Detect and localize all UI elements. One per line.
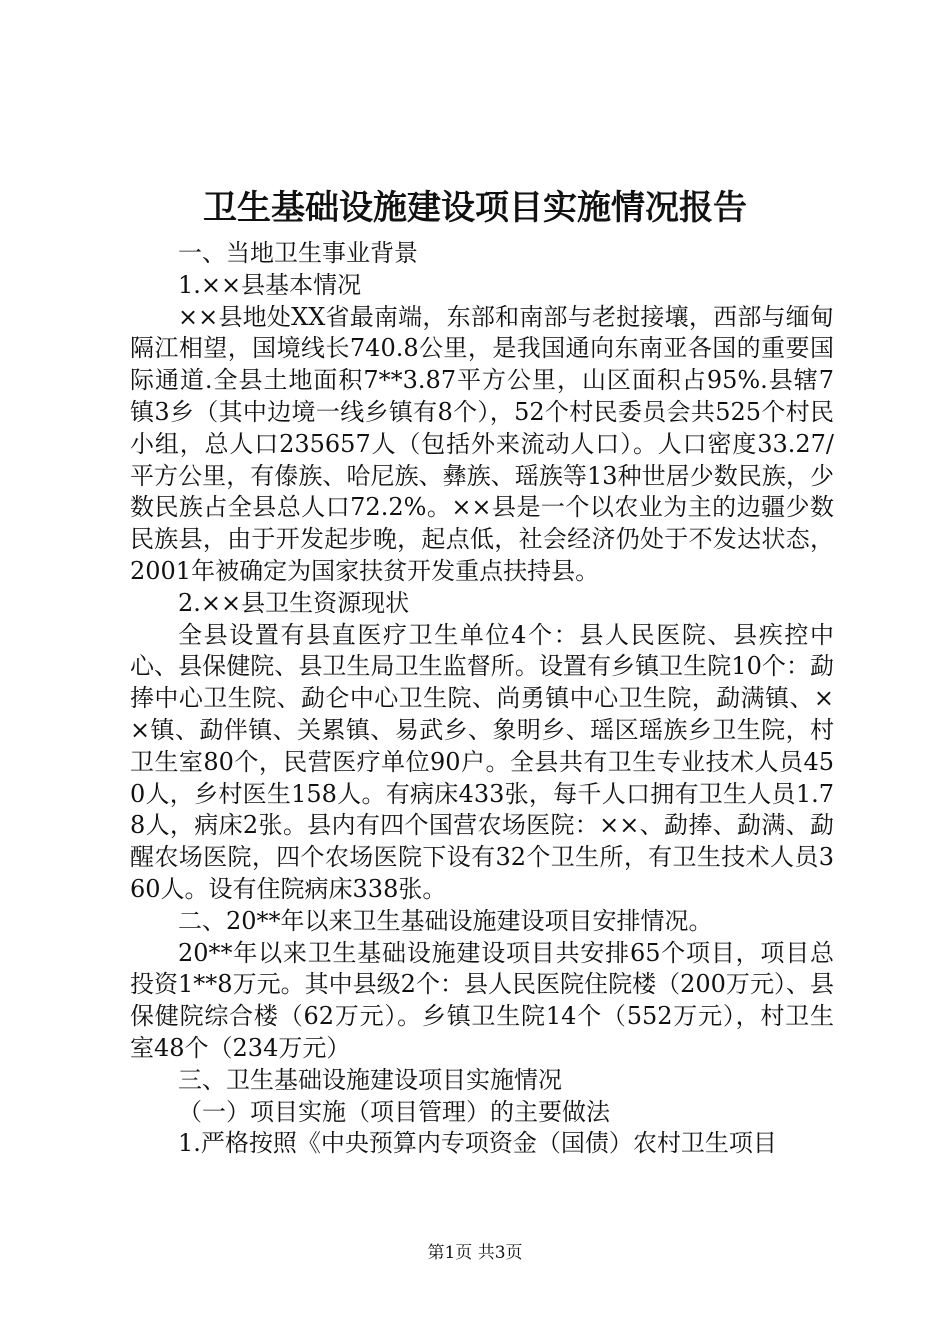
- paragraph-health-resources: 全县设置有县直医疗卫生单位4个：县人民医院、县疾控中心、县保健院、县卫生局卫生监督所。设置有乡镇卫生院10个：勐捧中心卫生院、勐仑中心卫生院、尚勇镇中心卫生院，勐满镇、××镇、勐伴镇、关累镇、易武乡、象明乡、瑶区瑶族乡卫生院，村卫生室80个，民营医疗单位90户。全县共有卫生专业技术人员450人，乡村医生158人。有病床433张，每千人口拥有卫生人员1.78人，病床2张。县内有四个国营农场医院：××、勐捧、勐满、勐醒农场医院，四个农场医院下设有32个卫生所，有卫生技术人员360人。设有住院病床338张。: [130, 620, 834, 903]
- section-heading-1: 一、当地卫生事业背景: [178, 239, 418, 267]
- paragraph-basic-info: ××县地处XX省最南端，东部和南部与老挝接壤，西部与缅甸隔江相望，国境线长740.8公里，是我国通向东南亚各国的重要国际通道.全县土地面积7**3.87平方公里，山区面积占95%.县辖7镇3乡（其中边境一线乡镇有8个），52个村民委员会共525个村民小组，总人口235657人（包括外来流动人口）。人口密度33.27/平方公里，有傣族、哈尼族、彝族、瑶族等13种世居少数民族，少数民族占全县总人口72.2%。××县是一个以农业为主的边疆少数民族县，由于开发起步晚，起点低，社会经济仍处于不发达状态，2001年被确定为国家扶贫开发重点扶持县。: [130, 302, 834, 585]
- document-title: 卫生基础设施建设项目实施情况报告: [203, 188, 747, 228]
- section-heading-3: 三、卫生基础设施建设项目实施情况: [178, 1065, 562, 1094]
- paragraph-project-arrangement: 20**年以来卫生基础设施建设项目共安排65个项目，项目总投资1**8万元。其中县级2个：县人民医院住院楼（200万元）、县保健院综合楼（62万元）。乡镇卫生院14个（552万元），村卫生室48个（234万元）: [130, 938, 834, 1062]
- section-heading-2: 二、20**年以来卫生基础设施建设项目安排情况。: [178, 906, 713, 935]
- subsection-heading-3: （一）项目实施（项目管理）的主要做法: [178, 1097, 610, 1126]
- subsection-heading-2: 2.××县卫生资源现状: [178, 588, 410, 617]
- subsection-heading-1: 1.××县基本情况: [178, 270, 362, 299]
- paragraph-truncated: 1.严格按照《中央预算内专项资金（国债）农村卫生项目: [178, 1129, 777, 1158]
- document-body: [130, 238, 834, 1160]
- page-footer: 第1页 共3页: [427, 1243, 523, 1263]
